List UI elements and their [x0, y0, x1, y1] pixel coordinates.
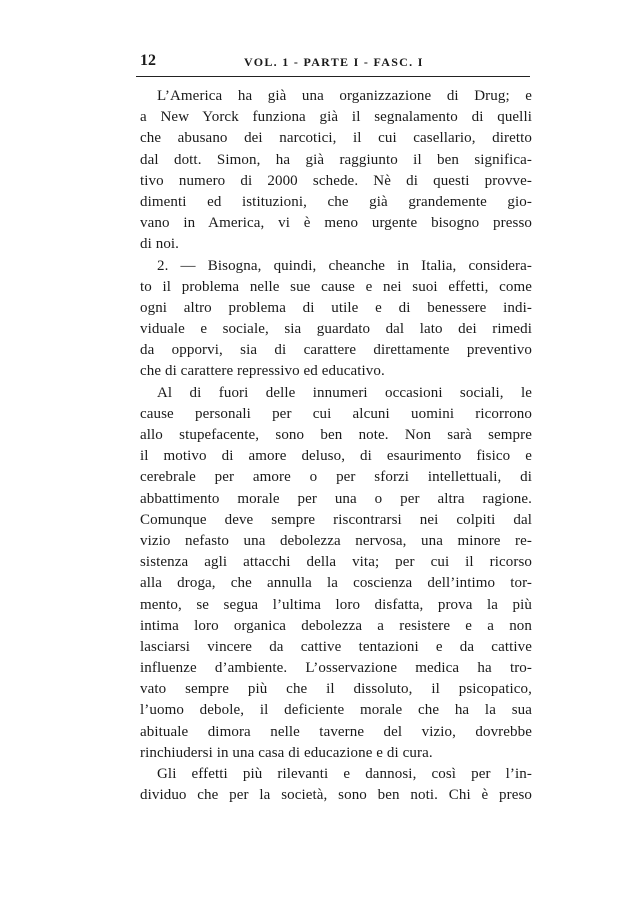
text-line: di noi. [140, 236, 180, 253]
text-line: vizio nefasto una debolezza nervosa, una minore re- [140, 532, 532, 549]
text-line: to il problema nelle sue cause e nei suoi effetti, come [140, 278, 532, 295]
text-line: a New Yorck funziona già il segnalamento di quelli [140, 109, 532, 126]
text-line: 2. — Bisogna, quindi, cheanche in Italia, considera- [157, 257, 532, 274]
text-line: abbattimento morale per una o per altra ragione. [140, 490, 532, 507]
text-line: influenze d’ambiente. L’osservazione medica ha tro- [140, 660, 532, 677]
text-line: da opporvi, sia di carattere direttamente preventivo [140, 342, 532, 359]
text-line: rinchiudersi in una casa di educazione e di cura. [140, 744, 433, 761]
text-line: che di carattere repressivo ed educativo. [140, 363, 385, 380]
text-line: tivo numero di 2000 schede. Nè di questi provve- [140, 172, 532, 189]
text-line: dal dott. Simon, ha già raggiunto il ben significa- [140, 151, 532, 168]
text-line: sistenza agli attacchi della vita; per cui il ricorso [140, 554, 532, 571]
text-line: mento, se segua l’ultima loro disfatta, prova la più [140, 596, 532, 613]
text-line: ogni altro problema di utile e di benessere indi- [140, 299, 532, 316]
text-line: alla droga, che annulla la coscienza dell’intimo tor- [140, 575, 532, 592]
page-header [136, 46, 530, 77]
text-line: dimenti ed istituzioni, che già grandemente gio- [140, 193, 532, 210]
text-line: cerebrale per amore o per sforzi intellettuali, di [140, 469, 532, 486]
text-line: Gli effetti più rilevanti e dannosi, così per l’in- [157, 766, 532, 782]
text-line: Comunque deve sempre riscontrarsi nei colpiti dal [140, 511, 532, 528]
text-line: vano in America, vi è meno urgente bisogno presso [140, 215, 532, 232]
text-line: che abusano dei narcotici, il cui casellario, diretto [140, 130, 532, 147]
text-line: il motivo di amore deluso, di esaurimento fisico e [140, 448, 532, 465]
text-line: l’uomo debole, il deficiente morale che ha la sua [140, 702, 532, 719]
body-text [140, 86, 532, 806]
text-line: dividuo che per la società, sono ben noti. Chi è preso [140, 787, 532, 804]
text-line: abituale dimora nelle taverne del vizio, dovrebbe [140, 723, 532, 740]
text-line: cause personali per cui alcuni uomini ricorrono [140, 405, 532, 422]
text-line: lasciarsi vincere da cattive tentazioni e da cattive [140, 638, 532, 655]
text-line: Al di fuori delle innumeri occasioni sociali, le [157, 384, 532, 401]
text-line: vato sempre più che il dissoluto, il psicopatico, [140, 681, 532, 698]
text-line: intima loro organica debolezza a resistere e a non [140, 617, 532, 634]
text-line: viduale e sociale, sia guardato dal lato dei rimedi [140, 321, 532, 338]
running-head: VOL. 1 - PARTE I - FASC. I [244, 55, 424, 69]
text-line: allo stupefacente, sono ben note. Non sarà sempre [140, 427, 532, 443]
text-line: L’America ha già una organizzazione di Drug; e [157, 88, 532, 104]
page-number: 12 [140, 52, 156, 69]
